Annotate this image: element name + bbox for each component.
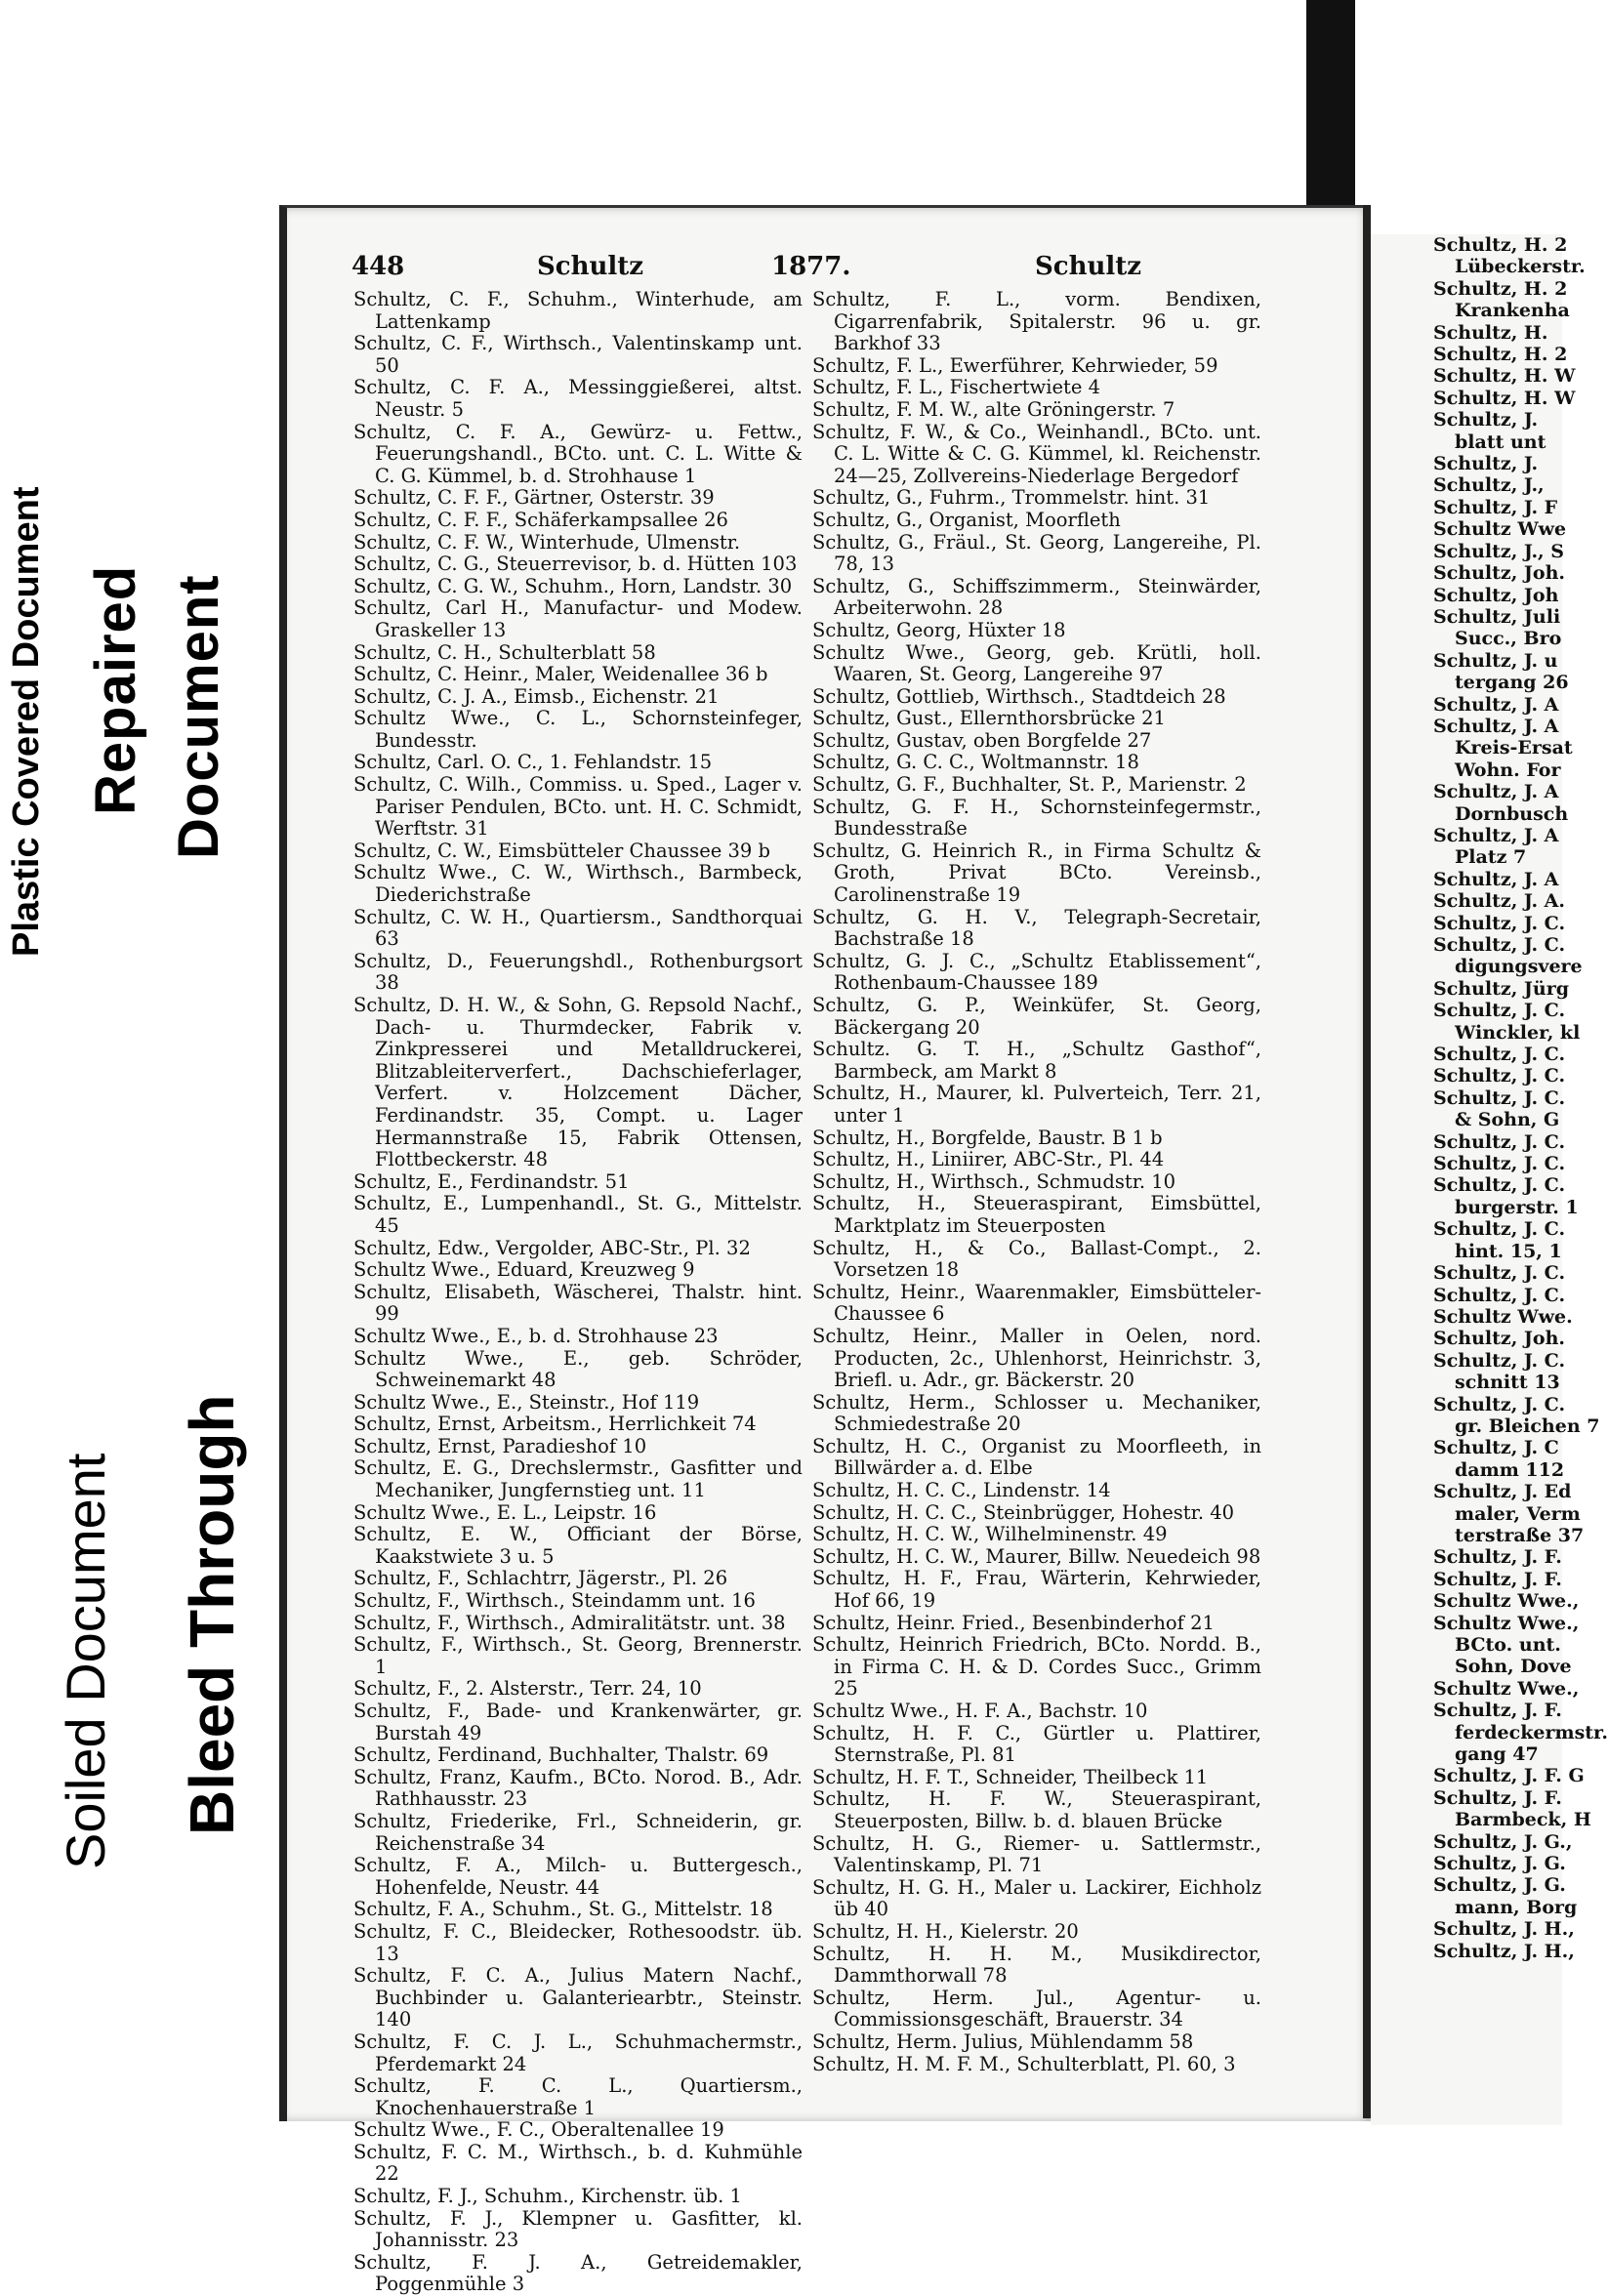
fragment-line: Schultz, J. C xyxy=(1433,1437,1559,1459)
directory-entry: Schultz, C. G. W., Schuhm., Horn, Landstr. 30 xyxy=(353,574,793,597)
directory-entry: Schultz, Georg, Hüxter 18 xyxy=(812,618,1066,641)
fragment-line: terstraße 37 xyxy=(1455,1524,1585,1546)
fragment-line: Krankenha xyxy=(1455,300,1570,322)
fragment-line: Schultz, J. C. xyxy=(1433,1262,1566,1285)
fragment-line: Schultz, J. F. xyxy=(1433,1700,1562,1722)
directory-entry: Schultz, C. G., Steuerrevisor, b. d. Hütten 103 xyxy=(353,553,798,576)
fragment-line: Schultz, J. C. xyxy=(1433,1174,1566,1197)
fragment-line: Schultz, Jürg xyxy=(1433,977,1570,1000)
directory-entry: Schultz, G. F. H., Schornsteinfegermstr., Bundesstraße xyxy=(812,795,1261,840)
directory-entry: Schultz, G. F., Buchhalter, St. P., Marienstr. 2 xyxy=(812,773,1247,797)
header-year: 1877. xyxy=(771,252,851,281)
directory-entry: Schultz, F. C. A., Julius Matern Nachf., Buchbinder u. Galanteriearbtr., Steinstr. 140 xyxy=(353,1964,803,2031)
directory-entry: Schultz, H. H., Kielerstr. 20 xyxy=(812,1919,1079,1943)
directory-entry: Schultz, F. C. M., Wirthsch., b. d. Kuhmühle 22 xyxy=(353,2140,803,2186)
fragment-line: Schultz, J. G. xyxy=(1433,1874,1566,1897)
fragment-line: Schultz, J. C. xyxy=(1433,934,1566,956)
fragment-line: Succ., Bro xyxy=(1455,628,1562,650)
fragment-line: Schultz, J., S xyxy=(1433,540,1565,562)
directory-entry: Schultz, G. Heinrich R., in Firma Schultz & Groth, Privat BCto. Vereinsb., Carolinenstraße 19 xyxy=(812,839,1261,907)
directory-entry: Schultz, H. G. H., Maler u. Lackirer, Eichholz üb 40 xyxy=(812,1875,1261,1921)
fragment-line: maler, Verm xyxy=(1455,1502,1581,1525)
directory-entry: Schultz, C. F. W., Winterhude, Ulmenstr. xyxy=(353,530,741,554)
fragment-line: gang 47 xyxy=(1455,1743,1539,1766)
directory-entry: Schultz, G., Fräul., St. Georg, Langereihe, Pl. 78, 13 xyxy=(812,530,1261,576)
fragment-line: Schultz Wwe., xyxy=(1433,1677,1580,1700)
label-bleed-through: Bleed Through xyxy=(177,1394,247,1835)
fragment-line: gr. Bleichen 7 xyxy=(1455,1414,1600,1437)
fragment-line: Schultz, H. W xyxy=(1433,387,1576,409)
directory-entry: Schultz, C. W., Eimsbütteler Chaussee 39 b xyxy=(353,839,770,862)
directory-entry: Schultz, Franz, Kaufm., BCto. Norod. B., Adr. Rathhausstr. 23 xyxy=(353,1765,803,1811)
directory-entry: Schultz, F., 2. Alsterstr., Terr. 24, 10 xyxy=(353,1677,702,1701)
directory-entry: Schultz, F. A., Milch- u. Buttergesch., Hohenfelde, Neustr. 44 xyxy=(353,1854,803,1899)
directory-entry: Schultz, H., Steueraspirant, Eimsbüttel, Marktplatz im Steuerposten xyxy=(812,1192,1261,1237)
directory-entry: Schultz, H. C. C., Steinbrügger, Hohestr. 40 xyxy=(812,1500,1235,1524)
directory-entry: Schultz, H. C. W., Wilhelminenstr. 49 xyxy=(812,1523,1168,1546)
fragment-line: Schultz, Joh. xyxy=(1433,1328,1566,1350)
directory-entry: Schultz, H. F. T., Schneider, Theilbeck 11 xyxy=(812,1765,1209,1788)
directory-entry: Schultz, F., Wirthsch., Admiralitätstr. unt. 38 xyxy=(353,1611,786,1634)
directory-entry: Schultz, Gustav, oben Borgfelde 27 xyxy=(812,728,1152,752)
directory-entry: Schultz, E. W., Officiant der Börse, Kaakstwiete 3 u. 5 xyxy=(353,1523,803,1568)
directory-entry: Schultz Wwe., H. F. A., Bachstr. 10 xyxy=(812,1700,1148,1722)
fragment-line: Schultz Wwe., xyxy=(1433,1612,1580,1634)
fragment-line: digungsvere xyxy=(1455,956,1583,978)
directory-entry: Schultz, C. F. F., Gärtner, Osterstr. 39 xyxy=(353,486,715,510)
directory-entry: Schultz, F., Bade- und Krankenwärter, gr. Burstah 49 xyxy=(353,1700,803,1744)
directory-entry: Schultz, H. H. M., Musikdirector, Dammthorwall 78 xyxy=(812,1942,1261,1988)
fragment-line: Schultz, J. H., xyxy=(1433,1940,1575,1962)
directory-entry: Schultz Wwe., C. W., Wirthsch., Barmbeck, Diederichstraße xyxy=(353,861,803,907)
directory-entry: Schultz, Elisabeth, Wäscherei, Thalstr. hint. 99 xyxy=(353,1280,803,1326)
fragment-line: Schultz, J. A xyxy=(1433,693,1559,716)
fragment-line: Schultz, Joh. xyxy=(1433,562,1566,585)
fragment-line: ferdeckermstr. xyxy=(1455,1721,1608,1743)
fragment-line: Schultz Wwe., xyxy=(1433,1590,1580,1613)
fragment-line: Schultz, H. 2 xyxy=(1433,344,1568,366)
fragment-line: Schultz, J. C. xyxy=(1433,912,1566,934)
directory-entry: Schultz, Carl H., Manufactur- und Modew. Graskeller 13 xyxy=(353,596,803,641)
facing-page-fragment xyxy=(1371,234,1608,2125)
fragment-line: Schultz, J. G. xyxy=(1433,1853,1566,1875)
directory-entry: Schultz. G. T. H., „Schultz Gasthof“, Barmbeck, am Markt 8 xyxy=(812,1038,1261,1083)
fragment-line: Schultz, H. 2 xyxy=(1433,234,1568,256)
directory-entry: Schultz, Gust., Ellernthorsbrücke 21 xyxy=(812,707,1166,730)
directory-entry: Schultz, C. Heinr., Maler, Weidenallee 36 b xyxy=(353,663,768,686)
label-repaired: Repaired xyxy=(84,564,147,815)
directory-entry: Schultz, F., Wirthsch., Steindamm unt. 16 xyxy=(353,1589,756,1613)
fragment-line: Schultz, H. xyxy=(1433,321,1548,344)
directory-entry: Schultz, Ferdinand, Buchhalter, Thalstr. 69 xyxy=(353,1743,769,1767)
fragment-line: blatt unt xyxy=(1455,430,1546,453)
directory-entry: Schultz, Carl. O. C., 1. Fehlandstr. 15 xyxy=(353,751,713,774)
directory-entry: Schultz, F. M. W., alte Gröningerstr. 7 xyxy=(812,397,1175,421)
directory-entry: Schultz, Gottlieb, Wirthsch., Stadtdeich 28 xyxy=(812,684,1226,708)
directory-entry: Schultz, C. J. A., Eimsb., Eichenstr. 21 xyxy=(353,684,720,708)
fragment-line: burgerstr. 1 xyxy=(1455,1196,1579,1218)
directory-entry: Schultz, G., Schiffszimmerm., Steinwärder, Arbeiterwohn. 28 xyxy=(812,574,1261,620)
fragment-line: Schultz, J. F. xyxy=(1433,1786,1562,1809)
directory-entry: Schultz, F. L., Fischertwiete 4 xyxy=(812,376,1100,399)
fragment-line: Winckler, kl xyxy=(1455,1021,1581,1044)
fragment-line: Barmbeck, H xyxy=(1455,1809,1591,1831)
right-column xyxy=(812,289,1261,2075)
directory-entry: Schultz, F. L., Ewerführer, Kehrwieder, 59 xyxy=(812,353,1218,377)
directory-entry: Schultz, E., Ferdinandstr. 51 xyxy=(353,1169,630,1193)
fragment-line: Schultz, J. C. xyxy=(1433,1349,1566,1372)
directory-entry: Schultz, C. F., Wirthsch., Valentinskamp unt. 50 xyxy=(353,332,803,377)
directory-entry: Schultz, Edw., Vergolder, ABC-Str., Pl. 32 xyxy=(353,1236,751,1259)
fragment-line: Schultz, J., xyxy=(1433,474,1545,497)
fragment-line: Schultz, J. G., xyxy=(1433,1830,1573,1853)
fragment-line: Schultz, Joh xyxy=(1433,584,1559,606)
fragment-line: Schultz, J. Ed xyxy=(1433,1481,1572,1503)
directory-entry: Schultz, G. P., Weinküfer, St. Georg, Bäckergang 20 xyxy=(812,994,1261,1039)
directory-entry: Schultz, C. H., Schulterblatt 58 xyxy=(353,640,656,664)
fragment-line: BCto. unt. xyxy=(1455,1634,1561,1656)
fragment-line: Schultz, J. C. xyxy=(1433,1065,1566,1087)
fragment-line: schnitt 13 xyxy=(1455,1372,1560,1394)
directory-entry: Schultz, F. C. J. L., Schuhmachermstr., Pferdemarkt 24 xyxy=(353,2030,803,2075)
directory-entry: Schultz, G., Fuhrm., Trommelstr. hint. 31 xyxy=(812,486,1211,510)
directory-entry: Schultz, H. C. C., Lindenstr. 14 xyxy=(812,1479,1111,1502)
label-document: Document xyxy=(167,574,230,859)
fragment-line: Schultz, J. C. xyxy=(1433,1284,1566,1306)
directory-entry: Schultz, H. F. C., Gürtler u. Plattirer, Sternstraße, Pl. 81 xyxy=(812,1721,1261,1767)
fragment-line: Schultz, J. C. xyxy=(1433,1086,1566,1109)
directory-entry: Schultz, H., Wirthsch., Schmudstr. 10 xyxy=(812,1169,1176,1193)
directory-entry: Schultz, F. C., Bleidecker, Rothesoodstr. üb. 13 xyxy=(353,1919,803,1965)
fragment-line: Schultz, Juli xyxy=(1433,605,1561,628)
fragment-line: Schultz, H. 2 xyxy=(1433,277,1568,300)
page-number: 448 xyxy=(351,252,405,281)
fragment-line: hint. 15, 1 xyxy=(1455,1240,1562,1262)
directory-entry: Schultz Wwe., E., b. d. Strohhause 23 xyxy=(353,1324,719,1347)
fragment-line: Lübeckerstr. xyxy=(1455,256,1586,278)
fragment-line: Kreis-Ersat xyxy=(1455,737,1573,759)
directory-entry: Schultz Wwe., Georg, geb. Krütli, holl. Waaren, St. Georg, Langereihe 97 xyxy=(812,640,1261,686)
directory-entry: Schultz, F. W., & Co., Weinhandl., BCto. unt. C. L. Witte & C. G. Kümmel, kl. Reichenstr. 24—25, Zollvereins-Niederlage Bergedorf xyxy=(812,420,1261,487)
fragment-line: Schultz Wwe xyxy=(1433,518,1567,541)
directory-entry: Schultz Wwe., E., Steinstr., Hof 119 xyxy=(353,1390,700,1414)
fragment-line: Wohn. For xyxy=(1455,758,1561,781)
directory-entry: Schultz, H., & Co., Ballast-Compt., 2. Vorsetzen 18 xyxy=(812,1236,1261,1282)
directory-entry: Schultz, H. M. F. M., Schulterblatt, Pl. 60, 3 xyxy=(812,2052,1236,2075)
directory-entry: Schultz, C. Wilh., Commiss. u. Sped., Lager v. Pariser Pendulen, BCto. unt. H. C. Schmidt, Werftstr. 31 xyxy=(353,773,803,840)
directory-entry: Schultz Wwe., E. L., Leipstr. 16 xyxy=(353,1500,657,1524)
directory-entry: Schultz Wwe., E., geb. Schröder, Schweinemarkt 48 xyxy=(353,1346,803,1392)
directory-entry: Schultz, F., Schlachtrr, Jägerstr., Pl. 26 xyxy=(353,1567,728,1590)
label-plastic-covered: Plastic Covered Document xyxy=(6,486,47,957)
directory-entry: Schultz, Heinr., Maller in Oelen, nord. Producten, 2c., Uhlenhorst, Heinrichstr. 3, Briefl. u. Adr., gr. Bäckerstr. 20 xyxy=(812,1324,1261,1392)
directory-entry: Schultz, H., Maurer, kl. Pulverteich, Terr. 21, unter 1 xyxy=(812,1082,1261,1127)
directory-entry: Schultz, H. C. W., Maurer, Billw. Neuedeich 98 xyxy=(812,1544,1261,1568)
fragment-line: Schultz, J. xyxy=(1433,409,1539,431)
fragment-line: & Sohn, G xyxy=(1455,1109,1560,1131)
directory-entry: Schultz, F. A., Schuhm., St. G., Mittelstr. 18 xyxy=(353,1898,773,1921)
fragment-line: Schultz, J. A xyxy=(1433,781,1559,803)
document-defect-sidebar xyxy=(0,0,264,2125)
fragment-line: Schultz, J. A xyxy=(1433,868,1559,890)
directory-entry: Schultz, Heinrich Friedrich, BCto. Nordd. B., in Firma C. H. & D. Cordes Succ., Grimm 25 xyxy=(812,1633,1261,1701)
fragment-line: Schultz, J. C. xyxy=(1433,1218,1566,1241)
directory-entry: Schultz, C. F. A., Messinggießerei, altst. Neustr. 5 xyxy=(353,376,803,421)
directory-entry: Schultz, H. F., Frau, Wärterin, Kehrwieder, Hof 66, 19 xyxy=(812,1567,1261,1613)
fragment-line: Schultz, J. H., xyxy=(1433,1918,1575,1941)
directory-entry: Schultz, Ernst, Arbeitsm., Herrlichkeit 74 xyxy=(353,1413,757,1436)
directory-entry: Schultz Wwe., C. L., Schornsteinfeger, Bundesstr. xyxy=(353,707,803,752)
fragment-line: Schultz, J. F. xyxy=(1433,1568,1562,1590)
directory-entry: Schultz, H., Liniirer, ABC-Str., Pl. 44 xyxy=(812,1148,1165,1171)
directory-entry: Schultz, G., Organist, Moorfleth xyxy=(812,508,1121,531)
directory-entry: Schultz, D. H. W., & Sohn, G. Repsold Nachf., Dach- u. Thurmdecker, Fabrik v. Zinkpresserei und Metalldruckerei, Blitzableiterverfert., Dachschieferlager, Verfert. v. Holzcement Dächer, Ferdinandstr. 35, Compt. u. Lager Hermannstraße 15, Fabrik Ottensen, Flottbeckerstr. 48 xyxy=(353,994,803,1171)
fragment-line: Schultz, J. A xyxy=(1433,715,1559,737)
directory-entry: Schultz, F. C. L., Quartiersm., Knochenhauerstraße 1 xyxy=(353,2074,803,2119)
fragment-line: Schultz, J. C. xyxy=(1433,1393,1566,1415)
label-soiled-document: Soiled Document xyxy=(55,1453,116,1869)
directory-entry: Schultz Wwe., F. C., Oberaltenallee 19 xyxy=(353,2118,724,2142)
directory-entry: Schultz, F. J., Schuhm., Kirchenstr. üb. 1 xyxy=(353,2185,742,2208)
fragment-line: damm 112 xyxy=(1455,1458,1565,1481)
directory-entry: Schultz, Herm., Schlosser u. Mechaniker, Schmiedestraße 20 xyxy=(812,1390,1261,1436)
directory-entry: Schultz, H. G., Riemer- u. Sattlermstr., Valentinskamp, Pl. 71 xyxy=(812,1831,1261,1877)
directory-entry: Schultz, C. F. A., Gewürz- u. Fettw., Feuerungshandl., BCto. unt. C. L. Witte & C. G. Kümmel, b. d. Strohhause 1 xyxy=(353,420,803,487)
fragment-line: Schultz, J. F. G xyxy=(1433,1765,1585,1787)
directory-entry: Schultz, Ernst, Paradieshof 10 xyxy=(353,1434,647,1457)
page-gutter xyxy=(1363,205,1371,2118)
directory-entry: Schultz, Heinr., Waarenmakler, Eimsbütteler-Chaussee 6 xyxy=(812,1280,1261,1326)
directory-entry: Schultz, G. C. C., Woltmannstr. 18 xyxy=(812,751,1139,774)
directory-entry: Schultz, H. C., Organist zu Moorfleeth, in Billwärder a. d. Elbe xyxy=(812,1434,1261,1480)
fragment-line: Schultz, J. u xyxy=(1433,649,1558,672)
left-column xyxy=(353,289,803,2296)
fragment-line: Schultz, J. C. xyxy=(1433,1153,1566,1175)
fragment-line: Schultz, J. C. xyxy=(1433,1130,1566,1153)
directory-entry: Schultz Wwe., Eduard, Kreuzweg 9 xyxy=(353,1258,695,1282)
page-header xyxy=(351,252,1289,291)
directory-entry: Schultz, G. J. C., „Schultz Etablissement“, Rothenbaum-Chaussee 189 xyxy=(812,949,1261,995)
fragment-line: Schultz Wwe. xyxy=(1433,1305,1573,1328)
directory-entry: Schultz, F., Wirthsch., St. Georg, Brennerstr. 1 xyxy=(353,1633,803,1678)
fragment-line: Platz 7 xyxy=(1455,846,1527,869)
fragment-line: Schultz, J. A xyxy=(1433,824,1559,846)
fragment-line: Schultz, J. F. xyxy=(1433,1546,1562,1569)
fragment-line: Dornbusch xyxy=(1455,802,1569,825)
directory-entry: Schultz, H. F. W., Steueraspirant, Steuerposten, Billw. b. d. blauen Brücke xyxy=(812,1787,1261,1832)
directory-entry: Schultz, F. J., Klempner u. Gasfitter, kl. Johannisstr. 23 xyxy=(353,2206,803,2252)
directory-entry: Schultz, E., Lumpenhandl., St. G., Mittelstr. 45 xyxy=(353,1192,803,1237)
header-name-left: Schultz xyxy=(537,252,644,281)
fragment-line: tergang 26 xyxy=(1455,672,1569,694)
directory-entry: Schultz, Friederike, Frl., Schneiderin, gr. Reichenstraße 34 xyxy=(353,1809,803,1855)
directory-entry: Schultz, C. F. F., Schäferkampsallee 26 xyxy=(353,508,728,531)
fragment-line: Schultz, J. C. xyxy=(1433,1000,1566,1022)
directory-entry: Schultz, D., Feuerungshdl., Rothenburgsort 38 xyxy=(353,949,803,995)
directory-entry: Schultz, G. H. V., Telegraph-Secretair, Bachstraße 18 xyxy=(812,905,1261,951)
fragment-line: Schultz, J. xyxy=(1433,453,1539,475)
directory-entry: Schultz, H., Borgfelde, Baustr. B 1 b xyxy=(812,1126,1163,1149)
fragment-line: Schultz, J. F xyxy=(1433,496,1558,518)
directory-entry: Schultz, Herm. Jul., Agentur- u. Commissionsgeschäft, Brauerstr. 34 xyxy=(812,1986,1261,2031)
directory-entry: Schultz, C. W. H., Quartiersm., Sandthorquai 63 xyxy=(353,905,803,951)
fragment-line: mann, Borg xyxy=(1455,1896,1578,1918)
directory-entry: Schultz, F. L., vorm. Bendixen, Cigarrenfabrik, Spitalerstr. 96 u. gr. Barkhof 33 xyxy=(812,288,1261,355)
directory-entry: Schultz, Heinr. Fried., Besenbinderhof 21 xyxy=(812,1611,1215,1634)
fragment-line: Schultz, J. C. xyxy=(1433,1044,1566,1066)
header-name-right: Schultz xyxy=(1035,252,1142,281)
directory-entry: Schultz, C. F., Schuhm., Winterhude, am Lattenkamp xyxy=(353,288,803,333)
directory-entry: Schultz, E. G., Drechslermstr., Gasfitter und Mechaniker, Jungfernstieg unt. 11 xyxy=(353,1456,803,1502)
directory-entry: Schultz, F. J. A., Getreidemakler, Poggenmühle 3 xyxy=(353,2250,803,2296)
fragment-line: Sohn, Dove xyxy=(1455,1656,1572,1678)
fragment-line: Schultz, H. W xyxy=(1433,365,1576,388)
fragment-line: Schultz, J. A. xyxy=(1433,890,1566,913)
directory-entry: Schultz, Herm. Julius, Mühlendamm 58 xyxy=(812,2030,1194,2053)
